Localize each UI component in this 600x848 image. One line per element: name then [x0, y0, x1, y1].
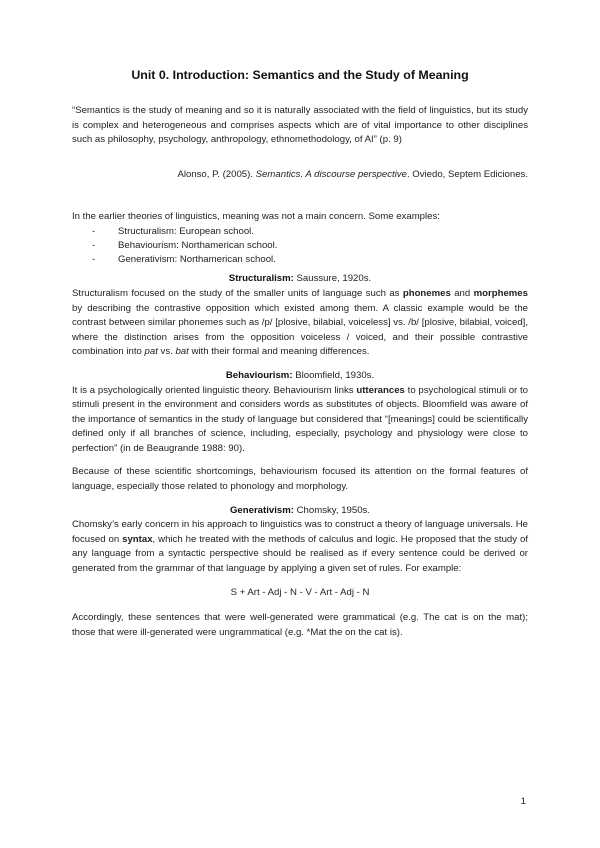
text-run: vs.	[157, 346, 176, 358]
generativism-heading-bold: Generativism:	[229, 504, 294, 516]
quote-citation	[72, 168, 528, 183]
example-pat: pat	[144, 346, 158, 358]
generativism-heading	[72, 504, 528, 519]
text-run: by describing the contrastive opposition which existed among them. A classic example would be the contrast between similar phonemes such as /p/ [plosive, bilabial, voiceless] vs. /b/ [plosive, bilabial, voiced], where the distinction arises from the opposition voiceless / voiced, and their possible contrastive combination into	[72, 302, 528, 358]
behaviourism-paragraph-2: Because of these scientific shortcomings, behaviourism focused its attention on the formal features of language, especially those related to phonology and morphology.	[72, 466, 528, 493]
document-page	[72, 68, 528, 640]
term-utterances: utterances	[356, 384, 405, 396]
behaviourism-heading	[72, 369, 528, 384]
list-item: - Behaviourism: Northamerican school.	[92, 239, 278, 251]
term-morphemes: morphemes	[473, 287, 528, 299]
structuralism-heading	[72, 272, 528, 287]
rule-formula: S + Art - Adj - N - V - Art - Adj - N	[230, 586, 370, 598]
list-item: - Structuralism: European school.	[92, 225, 254, 237]
generativism-paragraph-2: Accordingly, these sentences that were well-generated were grammatical (e.g. The cat is on the mat); those that were ill-generated were ungrammatical (e.g. *Mat the on the cat is).	[72, 612, 528, 638]
text-run: with their formal and meaning differences.	[188, 346, 370, 358]
example-bat: bat	[175, 346, 189, 358]
list-item: - Generativism: Northamerican school.	[92, 253, 276, 265]
structuralism-heading-rest: Saussure, 1920s.	[293, 273, 372, 285]
citation-work: Semantics. A discourse perspective	[255, 168, 407, 180]
term-phonemes: phonemes	[402, 287, 451, 299]
text-run: Structuralism focused on the study of the smaller units of language such as	[72, 287, 403, 299]
structuralism-paragraph	[72, 287, 528, 360]
text-run: to psychological stimuli or to stimuli present in the environment and considers words as substitutes of objects. Bloomfield was aware of the importance of semantics in the study of language but considered that “[meanings] could be scientifically defined only if all branches of science, including, especially, psychology and physiology were close to perfection” (in de Beaugrande 1988: 90).	[72, 384, 529, 454]
list-item-text: Structuralism: European school.	[118, 225, 254, 237]
generativism-heading-rest: Chomsky, 1950s.	[293, 504, 371, 516]
structuralism-heading-bold: Structuralism:	[228, 273, 294, 285]
page-title: Unit 0. Introduction: Semantics and the Study of Meaning	[131, 68, 469, 82]
behaviourism-heading-bold: Behaviourism:	[225, 369, 293, 381]
citation-author: Alonso, P. (2005).	[177, 168, 256, 180]
citation-rest: . Oviedo, Septem Ediciones.	[406, 168, 528, 180]
text-run: and	[450, 287, 474, 299]
text-run: It is a psychologically oriented linguistic theory. Behaviourism links	[72, 384, 357, 396]
text-run: Chomsky’s early concern in his approach to linguistics was to construct a theory of language universals. He focused on	[72, 519, 528, 545]
page-number: 1	[520, 796, 526, 807]
list-item-text: Generativism: Northamerican school.	[118, 253, 276, 265]
theories-list	[72, 225, 528, 266]
term-syntax: syntax	[122, 533, 153, 545]
text-run: , which he treated with the methods of calculus and logic. He proposed that the study of any language from a syntactic perspective should be realised as if every sentence could be derived or generated from the grammar of that language by applying a given set of rules. For example:	[72, 533, 528, 575]
behaviourism-heading-rest: Bloomfield, 1930s.	[292, 369, 375, 381]
intro-paragraph: In the earlier theories of linguistics, meaning was not a main concern. Some examples:	[72, 211, 440, 223]
generativism-paragraph	[72, 518, 528, 576]
opening-quote: “Semantics is the study of meaning and so it is naturally associated with the field of linguistics, but its study is complex and heterogeneous and comprises aspects which are of vital importance to other disciplines such as philosophy, psychology, anthropology, ethnomethodology, of AI” (p. 9)	[72, 105, 528, 146]
behaviourism-paragraph	[72, 384, 528, 457]
list-item-text: Behaviourism: Northamerican school.	[118, 239, 278, 251]
